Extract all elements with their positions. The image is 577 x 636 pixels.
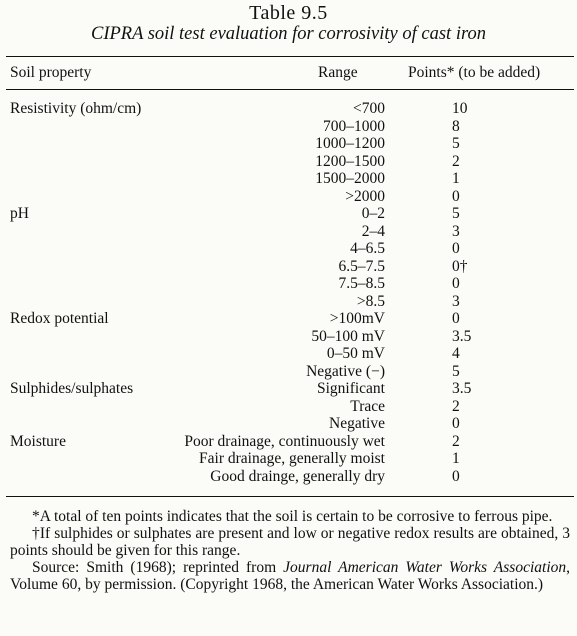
points-cell: 4	[452, 345, 460, 362]
points-cell: 3	[452, 292, 460, 310]
points-cell: 0	[452, 467, 460, 485]
range-cell: 4–6.5	[350, 240, 385, 257]
points-cell: 0	[452, 415, 460, 432]
footnote-total-points: *A total of ten points indicates that the soil is certain to be corrosive to ferrous pipe.	[32, 508, 553, 525]
range-cell: >2000	[345, 187, 385, 205]
table-number: Table 9.5	[249, 2, 328, 24]
points-cell: 0	[452, 275, 460, 292]
table-row	[0, 415, 577, 432]
soil-property-cell: Moisture	[10, 432, 66, 450]
range-cell: Negative	[329, 415, 385, 432]
header-rule	[6, 89, 574, 90]
points-cell: 2	[452, 152, 460, 170]
source-prefix: Source: Smith (1968); reprinted from	[32, 559, 284, 576]
table-row	[0, 328, 577, 345]
table-row	[0, 345, 577, 362]
points-cell: 2	[452, 397, 460, 415]
table-row	[0, 258, 577, 275]
range-cell: 0–50 mV	[326, 345, 385, 362]
top-rule	[6, 56, 574, 57]
range-cell: 6.5–7.5	[338, 257, 385, 275]
range-cell: 1000–1200	[315, 135, 385, 152]
range-cell: >8.5	[356, 292, 385, 310]
table-caption: CIPRA soil test evaluation for corrosivity of cast iron	[91, 24, 486, 44]
range-cell: 1200–1500	[315, 152, 385, 170]
table-row	[0, 223, 577, 240]
table-row	[0, 363, 577, 380]
soil-property-cell: Resistivity (ohm/cm)	[10, 100, 142, 117]
table-row	[0, 275, 577, 292]
soil-property-cell: pH	[10, 205, 29, 222]
range-cell: 700–1000	[323, 117, 385, 135]
table-notes	[10, 508, 570, 593]
points-cell: 3.5	[452, 327, 472, 345]
table-row	[0, 100, 577, 117]
points-cell: 3.5	[452, 380, 472, 397]
range-cell: Negative (−)	[306, 362, 385, 380]
table-row	[0, 450, 577, 467]
points-cell: 0	[452, 240, 460, 257]
table-row	[0, 240, 577, 257]
source-note	[10, 559, 570, 593]
table-row	[0, 468, 577, 485]
range-cell: <700	[353, 100, 385, 117]
soil-property-cell: Redox potential	[10, 310, 109, 327]
header-range: Range	[318, 64, 358, 81]
points-cell: 5	[452, 205, 460, 222]
range-cell: 7.5–8.5	[338, 275, 385, 292]
points-cell: 5	[452, 362, 460, 380]
footnote-sulphides: †If sulphides or sulphates are present and low or negative redox results are obtained, 3 points should be given for this range.	[10, 525, 570, 559]
points-cell: 5	[452, 135, 460, 152]
points-cell: 1	[452, 170, 460, 187]
points-cell: 10	[452, 100, 468, 117]
range-cell: Good drainge, generally dry	[210, 467, 385, 485]
range-cell: 2–4	[361, 222, 385, 240]
table-row	[0, 153, 577, 170]
table-row	[0, 205, 577, 222]
points-cell: 2	[452, 432, 460, 450]
points-cell: 0†	[452, 257, 468, 275]
table-row	[0, 380, 577, 397]
points-cell: 1	[452, 450, 460, 467]
source-journal: Journal American Water Works Association	[283, 559, 567, 576]
points-cell: 8	[452, 117, 460, 135]
table-row	[0, 170, 577, 187]
table-row	[0, 293, 577, 310]
source-suffix: , Volume 60, by permission. (Copyright 1968, the American Water Works Association.)	[10, 559, 570, 593]
bottom-rule	[6, 496, 574, 497]
range-cell: Fair drainage, generally moist	[199, 450, 385, 467]
points-cell: 0	[452, 310, 460, 327]
range-cell: Trace	[350, 397, 385, 415]
range-cell: >100mV	[329, 310, 385, 327]
soil-property-cell: Sulphides/sulphates	[10, 380, 134, 397]
points-cell: 0	[452, 187, 460, 205]
table-row	[0, 188, 577, 205]
header-points: Points* (to be added)	[408, 64, 541, 81]
header-soil-property: Soil property	[10, 64, 92, 81]
table-row	[0, 433, 577, 450]
table-row	[0, 310, 577, 327]
range-cell: 50–100 mV	[311, 327, 385, 345]
range-cell: 0–2	[361, 205, 385, 222]
table-row	[0, 118, 577, 135]
range-cell: Significant	[316, 380, 385, 397]
table-row	[0, 135, 577, 152]
range-cell: 1500–2000	[315, 170, 385, 187]
range-cell: Poor drainage, continuously wet	[184, 432, 385, 450]
table-row	[0, 398, 577, 415]
points-cell: 3	[452, 222, 460, 240]
